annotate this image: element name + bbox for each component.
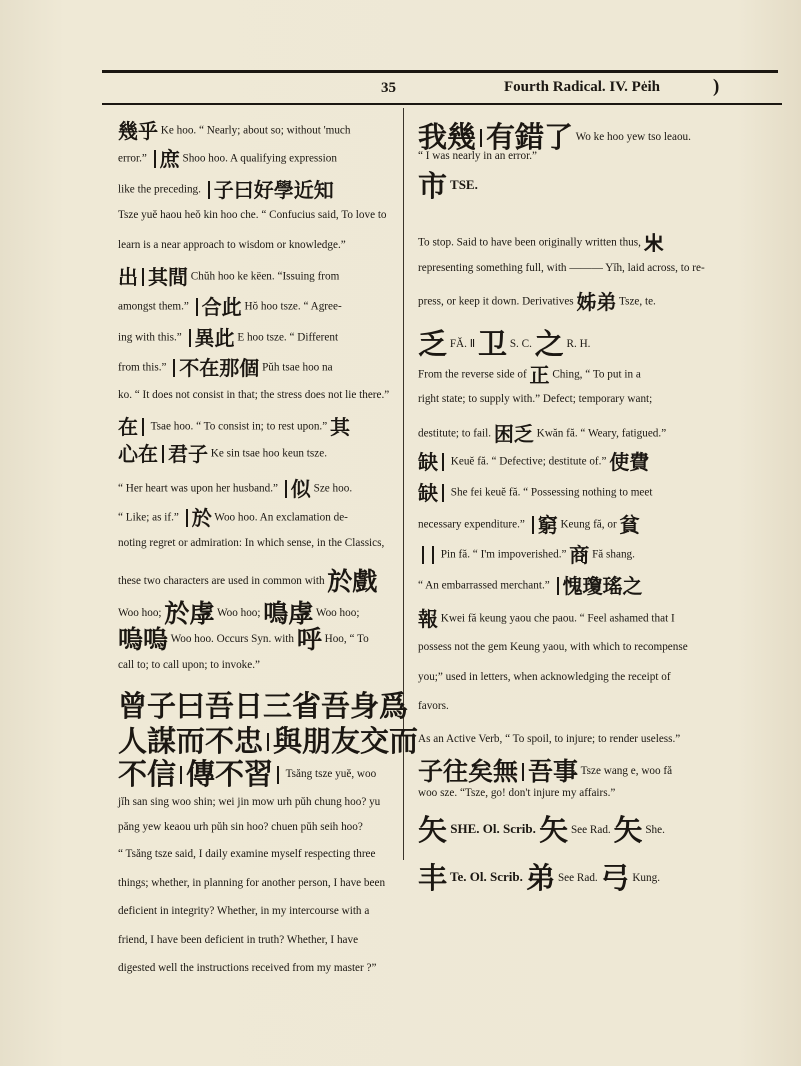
- chinese-characters: 乏: [418, 327, 448, 361]
- chinese-characters: 子曰好學近: [213, 178, 314, 202]
- chinese-characters: 庶: [159, 147, 180, 171]
- running-title: Fourth Radical. IV. Pe̍ih: [504, 79, 660, 95]
- page-number: 35: [381, 80, 396, 96]
- placeholder-bar: [142, 418, 144, 436]
- left-column-line: [118, 210, 387, 221]
- right-column-line: [418, 394, 652, 405]
- placeholder-bar: [173, 359, 175, 377]
- chinese-characters: 吾事: [528, 757, 579, 786]
- line-text: R. H.: [563, 338, 591, 351]
- left-column-line: [118, 328, 338, 348]
- chinese-characters: 窮: [537, 513, 558, 537]
- chinese-characters: 君子: [168, 442, 208, 466]
- line-text: She.: [642, 824, 665, 837]
- chinese-characters: 此: [214, 326, 235, 350]
- chinese-characters: 嗚嗚: [118, 625, 169, 654]
- chinese-characters: 異: [194, 326, 215, 350]
- line-text: Keung fă, or: [557, 518, 620, 531]
- left-column-line: [118, 479, 352, 499]
- placeholder-bar: [422, 546, 424, 564]
- chinese-characters: 貧: [619, 513, 640, 537]
- right-column-line: [418, 734, 680, 745]
- line-text: deficient in integrity? Whether, in my intercourse with a: [118, 905, 370, 917]
- chinese-characters: 市: [418, 169, 448, 203]
- line-text: As an Active Verb, “ To spoil, to injure; to render useless.”: [418, 733, 681, 745]
- chinese-characters: 合: [201, 295, 222, 319]
- right-column-line: [418, 813, 665, 847]
- line-text: possess not the gem Keung yaou, with which to recompense: [418, 641, 688, 653]
- line-text: TSE.: [447, 177, 478, 193]
- right-column-line: [418, 263, 705, 274]
- line-text: friend, I have been deficient in truth? Whether, I have: [118, 934, 359, 946]
- line-text: Chŭh hoo ke këen. “Issuing from: [188, 270, 340, 283]
- line-text: Tsae hoo. “ To consist in; to rest upon.”: [148, 420, 330, 433]
- chinese-characters: 有錯了: [486, 120, 574, 154]
- line-text: Shoo hoo. A qualifying expression: [179, 152, 337, 165]
- right-column-line: [418, 424, 666, 444]
- chinese-characters: 知: [313, 178, 334, 202]
- line-text: She fei keuĕ fă. “ Possessing nothing to meet: [448, 486, 653, 499]
- right-column-line: [418, 327, 591, 361]
- right-column-line: [418, 292, 656, 312]
- placeholder-bar: [186, 509, 188, 527]
- left-column-line: [118, 849, 375, 860]
- left-column-line: [118, 906, 369, 917]
- line-text: Woo hoo;: [118, 607, 165, 620]
- line-text: E hoo tsze. “ Different: [234, 331, 339, 344]
- line-text: representing something full, with ——— Yĭh, laid across, to re-: [418, 262, 705, 274]
- left-column-line: [118, 757, 377, 791]
- chinese-characters: 困乏: [493, 422, 534, 446]
- left-column-line: [118, 180, 334, 200]
- line-text: Ke sin tsae hoo keun tsze.: [208, 447, 327, 460]
- chinese-characters: 於虖: [164, 599, 215, 628]
- chinese-characters: 心在: [118, 442, 158, 466]
- line-text: From the reverse side of: [418, 368, 530, 381]
- chinese-characters: 幾乎: [118, 119, 158, 143]
- line-text: ko. “ It does not consist in that; the stress does not lie there.”: [118, 389, 390, 401]
- right-column-line: [418, 759, 672, 784]
- line-text: “ An embarrassed merchant.”: [418, 579, 553, 592]
- chinese-characters: 矢: [418, 813, 448, 847]
- chinese-characters: 似: [290, 477, 311, 501]
- right-column-line: [418, 169, 478, 203]
- placeholder-bar: [285, 480, 287, 498]
- line-text: See Rad.: [555, 872, 601, 885]
- placeholder-bar: [267, 733, 269, 751]
- line-text: Wo ke hoo yew tso leaou.: [573, 131, 691, 144]
- chinese-characters: 曾子曰吾日三省吾身爲: [118, 689, 409, 723]
- chinese-characters: 𣎵: [643, 231, 664, 255]
- placeholder-bar: [277, 766, 279, 784]
- line-text: Te. Ol. Scrib.: [447, 869, 527, 885]
- chinese-characters: 子往矣無: [418, 757, 519, 786]
- chinese-characters: 正: [529, 363, 550, 387]
- line-text: amongst them.”: [118, 300, 192, 313]
- placeholder-bar: [442, 484, 444, 502]
- line-text: from this.”: [118, 361, 170, 374]
- chinese-characters: 愧: [562, 574, 583, 598]
- line-text: Fă shang.: [589, 548, 635, 561]
- right-column-line: [418, 701, 449, 712]
- left-column-line: [118, 508, 348, 528]
- line-text: digested well the instructions received from my master ?”: [118, 962, 377, 974]
- right-column-line: [418, 452, 649, 472]
- placeholder-bar: [208, 181, 210, 199]
- left-column-line: [118, 538, 384, 549]
- placeholder-bar: [180, 766, 182, 784]
- chinese-characters: 鳴虖: [263, 599, 314, 628]
- left-column-line: [118, 569, 377, 594]
- chinese-characters: 矢: [539, 813, 569, 847]
- line-text: Pin fă. “ I'm impoverished.”: [438, 548, 570, 561]
- chinese-characters: 矢: [613, 813, 643, 847]
- left-column-line: [118, 444, 327, 464]
- right-column-line: [418, 788, 615, 799]
- line-text: Ching, “ To put in a: [549, 368, 641, 381]
- line-text: Hŏ hoo tsze. “ Agree-: [241, 300, 342, 313]
- right-column-line: [418, 515, 639, 535]
- line-text: jĭh san sing woo shin; wei jin mow urh pŭh chung hoo? yu: [118, 796, 381, 808]
- left-column-line: [118, 390, 389, 401]
- line-text: Tsze wang e, woo fă: [578, 765, 673, 778]
- line-text: “ Like; as if.”: [118, 511, 182, 524]
- line-text: woo sze. “Tsze, go! don't injure my affairs.”: [418, 787, 616, 799]
- line-text: FĂ. Ⅱ: [447, 338, 479, 351]
- left-column-line: [118, 797, 380, 808]
- line-text: To stop. Said to have been originally written thus,: [418, 236, 644, 249]
- right-column-line: [418, 483, 652, 503]
- left-column-line: [118, 935, 358, 946]
- chinese-characters: 在: [118, 415, 138, 439]
- line-text: Tsze, te.: [616, 295, 656, 308]
- placeholder-bar: [522, 763, 524, 781]
- line-text: things; whether, in planning for another person, I have been: [118, 877, 386, 889]
- line-text: Sze hoo.: [310, 482, 353, 495]
- chinese-characters: 出: [118, 265, 138, 289]
- placeholder-bar: [196, 298, 198, 316]
- placeholder-bar: [442, 453, 444, 471]
- chinese-characters: 呼: [296, 625, 322, 654]
- line-text: Woo hoo. An exclamation de-: [211, 511, 348, 524]
- line-text: SHE. Ol. Scrib.: [447, 821, 540, 837]
- line-text: like the preceding.: [118, 183, 204, 196]
- line-text: destitute; to fail.: [418, 427, 494, 440]
- top-rule: [102, 70, 778, 73]
- right-column-line: [418, 151, 537, 162]
- chinese-characters: 與朋友交而: [273, 724, 419, 758]
- chinese-characters: 傳不習: [186, 757, 274, 791]
- line-text: Woo hoo;: [313, 607, 360, 620]
- chinese-characters: 其間: [148, 265, 188, 289]
- line-text: favors.: [418, 700, 449, 712]
- left-column-line: [118, 267, 339, 287]
- line-text: Keuĕ fă. “ Defective; destitute of.”: [448, 455, 610, 468]
- chinese-characters: 缺: [418, 450, 438, 474]
- chinese-characters: 瓊瑤之: [582, 574, 643, 598]
- left-column-line: [118, 689, 409, 723]
- placeholder-bar: [189, 329, 191, 347]
- chinese-characters: 卫: [478, 327, 508, 361]
- line-text: Woo hoo;: [214, 607, 264, 620]
- line-text: S. C.: [507, 338, 535, 351]
- line-text: call to; to call upon; to invoke.”: [118, 659, 260, 671]
- line-text: necessary expenditure.”: [418, 518, 528, 531]
- placeholder-bar: [480, 129, 482, 147]
- chinese-characters: 不信: [118, 757, 177, 791]
- placeholder-bar: [532, 516, 534, 534]
- right-column-line: [418, 545, 635, 565]
- left-column-line: [118, 149, 337, 169]
- line-text: right state; to supply with.” Defect; temporary want;: [418, 393, 653, 405]
- line-text: păng yew keaou urh pŭh sin hoo? chuen pŭh seih hoo?: [118, 821, 363, 833]
- line-text: Tsăng tsze yuĕ, woo: [283, 768, 377, 781]
- header-rule: [102, 103, 782, 105]
- right-column-line: [418, 365, 641, 385]
- right-column-line: [418, 672, 671, 683]
- left-column-line: [118, 240, 346, 251]
- placeholder-bar: [162, 445, 164, 463]
- line-text: noting regret or admiration: In which sense, in the Classics,: [118, 537, 385, 549]
- left-column-line: [118, 297, 342, 317]
- left-column-line: [118, 822, 363, 833]
- placeholder-bar: [557, 577, 559, 595]
- closing-bracket: ): [713, 76, 720, 97]
- line-text: “ I was nearly in an error.”: [418, 150, 537, 162]
- chinese-characters: 那個: [219, 356, 260, 380]
- chinese-characters: 弟: [526, 861, 556, 895]
- line-text: you;” used in letters, when acknowledging the receipt of: [418, 671, 671, 683]
- line-text: Woo hoo. Occurs Syn. with: [168, 633, 297, 646]
- line-text: See Rad.: [568, 824, 614, 837]
- line-text: Ke hoo. “ Nearly; about so; without 'much: [158, 124, 351, 137]
- line-text: press, or keep it down. Derivatives: [418, 295, 577, 308]
- chinese-characters: 姊弟: [576, 290, 617, 314]
- chinese-characters: 之: [534, 327, 564, 361]
- left-column-line: [118, 963, 376, 974]
- chinese-characters: 我幾: [418, 120, 477, 154]
- right-column-line: [418, 609, 675, 629]
- left-column-line: [118, 724, 419, 758]
- line-text: Kung.: [629, 872, 660, 885]
- line-text: Tsze yuĕ haou heŏ kin hoo che. “ Confucius said, To love to: [118, 209, 387, 221]
- placeholder-bar: [154, 150, 156, 168]
- chinese-characters: 於戲: [327, 567, 378, 596]
- line-text: Kwăn fă. “ Weary, fatigued.”: [533, 427, 667, 440]
- line-text: Hoo, “ To: [321, 633, 369, 646]
- chinese-characters: 其: [329, 415, 350, 439]
- right-column-line: [418, 233, 664, 253]
- chinese-characters: 不在: [179, 356, 220, 380]
- placeholder-bar: [142, 268, 144, 286]
- right-column-line: [418, 576, 643, 596]
- left-column-line: [118, 358, 333, 378]
- left-column-line: [118, 121, 350, 141]
- line-text: Kwei fă keung yaou che paou. “ Feel ashamed that I: [438, 612, 675, 625]
- right-column-line: [418, 120, 691, 154]
- right-column-line: [418, 642, 688, 653]
- line-text: ing with this.”: [118, 331, 185, 344]
- chinese-characters: 報: [418, 607, 438, 631]
- placeholder-bar: [432, 546, 434, 564]
- chinese-characters: 弓: [600, 861, 630, 895]
- chinese-characters: 缺: [418, 481, 438, 505]
- line-text: learn is a near approach to wisdom or knowledge.”: [118, 239, 346, 251]
- chinese-characters: 此: [221, 295, 242, 319]
- chinese-characters: 商: [569, 543, 590, 567]
- line-text: “ Her heart was upon her husband.”: [118, 482, 281, 495]
- line-text: “ Tsăng tsze said, I daily examine myself respecting three: [118, 848, 376, 860]
- chinese-characters: 使費: [609, 450, 650, 474]
- left-column-line: [118, 417, 350, 437]
- left-column-line: [118, 660, 260, 671]
- left-column-line: [118, 601, 359, 626]
- line-text: Pŭh tsae hoo na: [259, 361, 333, 374]
- chinese-characters: 人謀而不忠: [118, 724, 264, 758]
- chinese-characters: 於: [191, 506, 212, 530]
- line-text: error.”: [118, 152, 150, 165]
- left-column-line: [118, 878, 385, 889]
- line-text: these two characters are used in common with: [118, 575, 328, 588]
- chinese-characters: 丰: [418, 861, 448, 895]
- right-column-line: [418, 861, 660, 895]
- left-column-line: [118, 627, 369, 652]
